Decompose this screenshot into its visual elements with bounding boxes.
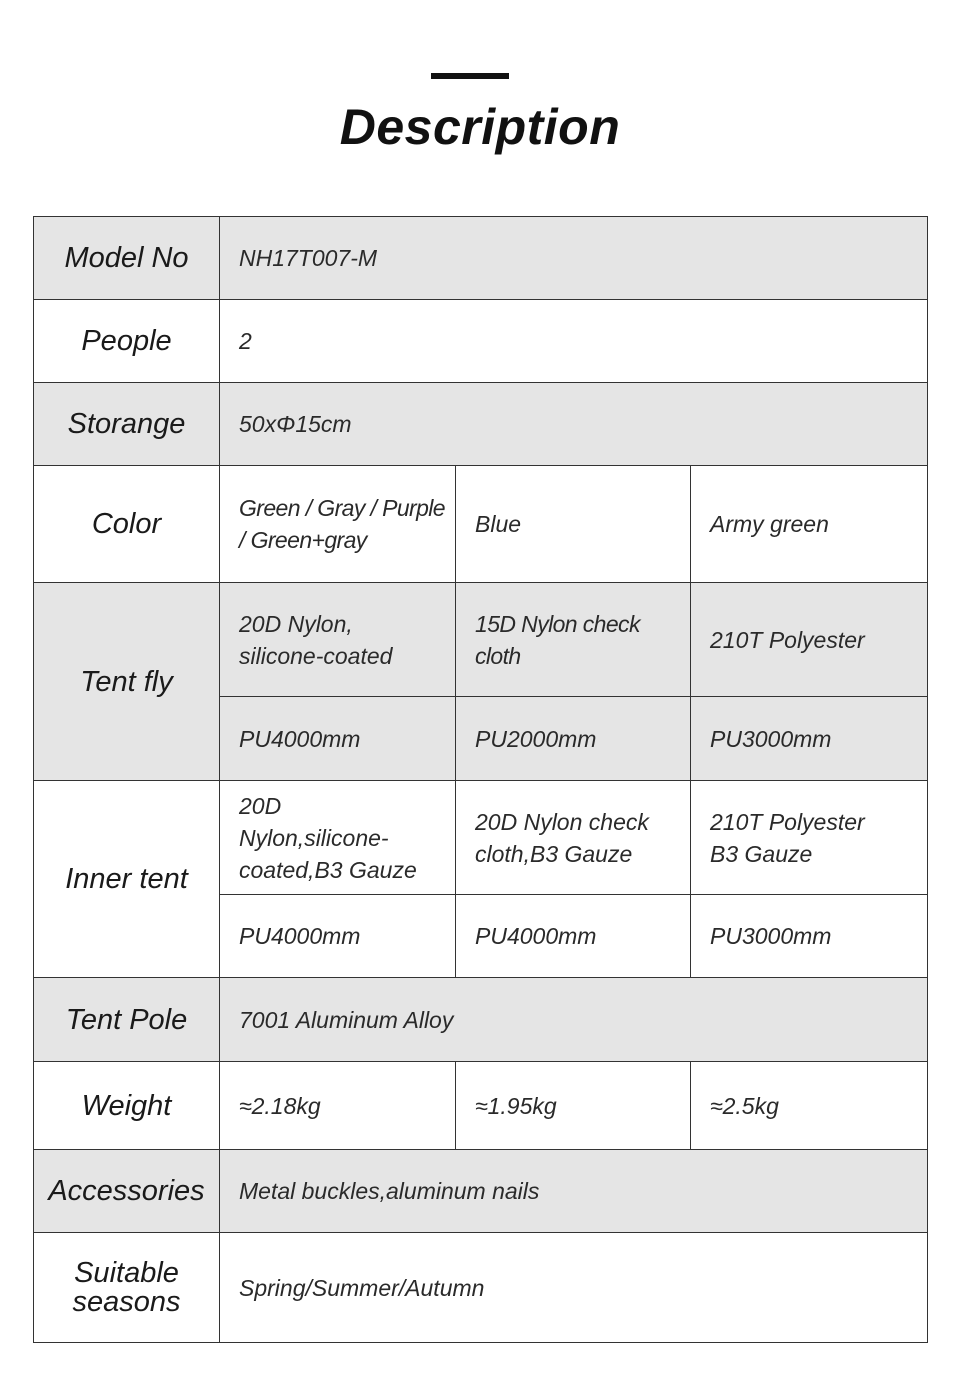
row-model-no <box>34 217 928 300</box>
model-no-value: NH17T007-M <box>220 217 928 300</box>
title-underline-bar <box>431 73 509 79</box>
row-accessories <box>34 1150 928 1233</box>
tent-fly-waterproof-2: PU2000mm <box>456 697 691 781</box>
people-value: 2 <box>220 300 928 383</box>
seasons-label: Suitable seasons <box>34 1233 220 1343</box>
tent-pole-label: Tent Pole <box>34 978 220 1062</box>
row-storage <box>34 383 928 466</box>
tent-fly-waterproof-1: PU4000mm <box>220 697 456 781</box>
color-label: Color <box>34 466 220 583</box>
accessories-label: Accessories <box>34 1150 220 1233</box>
people-label: People <box>34 300 220 383</box>
color-value-1: Green / Gray / Purple / Green+gray <box>220 466 456 583</box>
inner-tent-waterproof-2: PU4000mm <box>456 895 691 978</box>
storage-value: 50xΦ15cm <box>220 383 928 466</box>
inner-tent-waterproof-1: PU4000mm <box>220 895 456 978</box>
row-tent-fly-material <box>34 583 928 697</box>
weight-value-1: ≈2.18kg <box>220 1062 456 1150</box>
weight-value-2: ≈1.95kg <box>456 1062 691 1150</box>
row-weight <box>34 1062 928 1150</box>
row-inner-tent-material <box>34 781 928 895</box>
row-seasons <box>34 1233 928 1343</box>
tent-fly-material-1: 20D Nylon, silicone-coated <box>220 583 456 697</box>
tent-fly-waterproof-3: PU3000mm <box>691 697 928 781</box>
weight-value-3: ≈2.5kg <box>691 1062 928 1150</box>
storage-label: Storange <box>34 383 220 466</box>
tent-fly-material-2: 15D Nylon check cloth <box>456 583 691 697</box>
accessories-value: Metal buckles,aluminum nails <box>220 1150 928 1233</box>
weight-label: Weight <box>34 1062 220 1150</box>
spec-table <box>33 216 928 1343</box>
inner-tent-waterproof-3: PU3000mm <box>691 895 928 978</box>
tent-fly-material-3: 210T Polyester <box>691 583 928 697</box>
color-value-2: Blue <box>456 466 691 583</box>
inner-tent-label: Inner tent <box>34 781 220 978</box>
inner-tent-material-1: 20D Nylon,silicone-coated,B3 Gauze <box>220 781 456 895</box>
tent-pole-value: 7001 Aluminum Alloy <box>220 978 928 1062</box>
page-title: Description <box>339 99 621 155</box>
color-value-3: Army green <box>691 466 928 583</box>
row-color <box>34 466 928 583</box>
inner-tent-material-2: 20D Nylon check cloth,B3 Gauze <box>456 781 691 895</box>
row-tent-pole <box>34 978 928 1062</box>
tent-fly-label: Tent fly <box>34 583 220 781</box>
seasons-value: Spring/Summer/Autumn <box>220 1233 928 1343</box>
inner-tent-material-3: 210T Polyester B3 Gauze <box>691 781 928 895</box>
row-people <box>34 300 928 383</box>
model-no-label: Model No <box>34 217 220 300</box>
